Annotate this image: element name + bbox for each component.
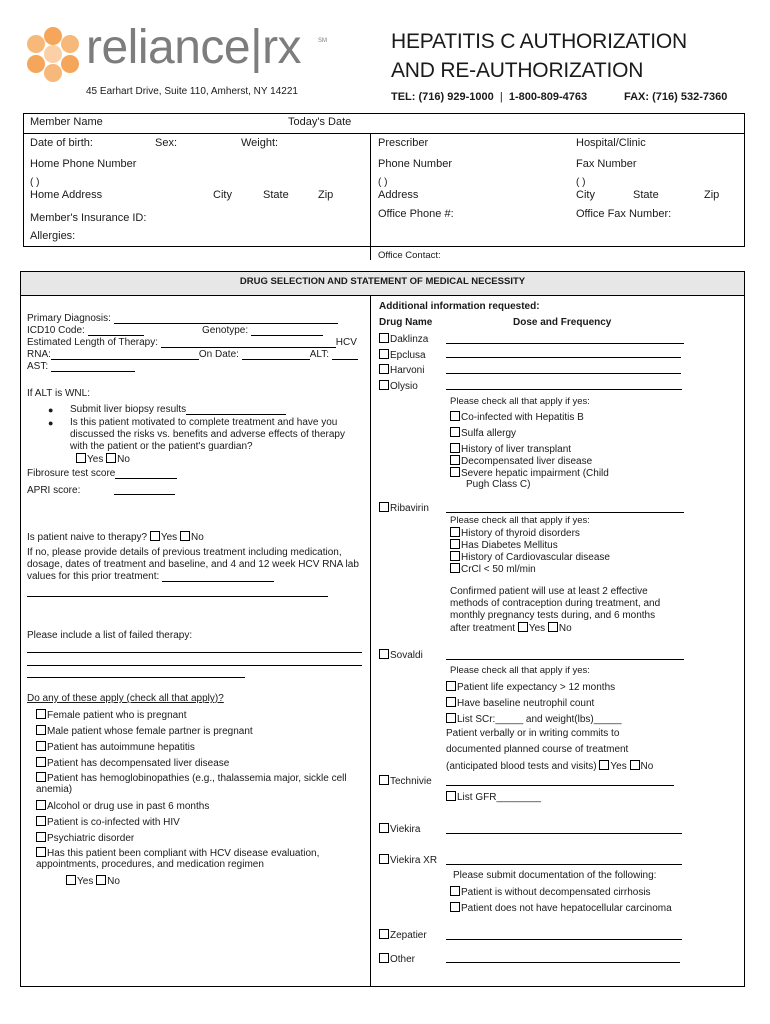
biopsy-line: Submit liver biopsy results bbox=[70, 404, 286, 415]
prescriber-city-label: City bbox=[576, 189, 595, 201]
genotype: Genotype: bbox=[202, 325, 323, 336]
todays-date-label: Today's Date bbox=[288, 116, 352, 128]
ribavirin-crcl[interactable]: CrCl < 50 ml/min bbox=[450, 563, 536, 575]
dose-frequency-header: Dose and Frequency bbox=[513, 317, 612, 328]
apri-field[interactable] bbox=[114, 484, 175, 495]
drug-name-header: Drug Name bbox=[379, 317, 433, 328]
naive-yes-checkbox[interactable] bbox=[150, 531, 160, 541]
naive-line: Is patient naive to therapy? Yes No bbox=[27, 532, 204, 543]
drug-viekira-xr[interactable]: Viekira XR bbox=[379, 854, 437, 866]
apply-item-male-partner[interactable]: Male patient whose female partner is pregnant bbox=[36, 725, 253, 737]
if-no-l3: values for this prior treatment: bbox=[27, 571, 274, 582]
compliant-yes-checkbox[interactable] bbox=[66, 875, 76, 885]
ribavirin-cardio[interactable]: History of Cardiovascular disease bbox=[450, 551, 610, 563]
prescriber-state-label: State bbox=[633, 189, 659, 201]
home-phone-paren: ( ) bbox=[30, 177, 40, 188]
drug-sovaldi[interactable]: Sovaldi bbox=[379, 649, 423, 661]
drug-other[interactable]: Other bbox=[379, 953, 415, 965]
motivated-l2: discussed the risks vs. benefits and adverse effects of therapy bbox=[70, 429, 345, 440]
olysio-sulfa[interactable]: Sulfa allergy bbox=[450, 427, 516, 439]
estimated-length: Estimated Length of Therapy: HCV bbox=[27, 337, 357, 348]
weight-label: Weight: bbox=[241, 137, 279, 149]
apri-label: APRI score: bbox=[27, 485, 81, 496]
drug-viekira[interactable]: Viekira bbox=[379, 823, 420, 835]
verbal-no-checkbox[interactable] bbox=[630, 760, 640, 770]
rna-line: RNA: On Date: ALT: bbox=[27, 349, 358, 360]
icd10-code: ICD10 Code: bbox=[27, 325, 144, 336]
drug-technivie[interactable]: Technivie bbox=[379, 775, 432, 787]
motivated-no-checkbox[interactable] bbox=[106, 453, 116, 463]
member-name-label: Member Name bbox=[30, 116, 103, 128]
home-phone-label: Home Phone Number bbox=[30, 158, 137, 170]
contraception-no-checkbox[interactable] bbox=[548, 622, 558, 632]
prescriber-address-label: Address bbox=[378, 189, 419, 201]
bullet-icon: ● bbox=[48, 418, 54, 428]
state-label: State bbox=[263, 189, 289, 201]
submit-doc-label: Please submit documentation of the following: bbox=[453, 870, 657, 881]
compliant-yes-no: Yes No bbox=[66, 875, 120, 887]
section-title: DRUG SELECTION AND STATEMENT OF MEDICAL NECESSITY bbox=[239, 276, 526, 287]
verbal-commit-l2: documented planned course of treatment bbox=[446, 744, 629, 755]
allergies-label: Allergies: bbox=[30, 230, 76, 242]
sovaldi-neutrophil[interactable]: Have baseline neutrophil count bbox=[446, 697, 594, 709]
logo-text: reliance|rx bbox=[86, 21, 302, 74]
company-address: 45 Earhart Drive, Suite 110, Amherst, NY 14221 bbox=[86, 86, 298, 97]
office-phone-label: Office Phone #: bbox=[378, 208, 454, 220]
form-title-line1: HEPATITIS C AUTHORIZATION bbox=[391, 30, 688, 53]
sovaldi-life-expectancy[interactable]: Patient life expectancy > 12 months bbox=[446, 681, 615, 693]
city-label: City bbox=[213, 189, 232, 201]
apply-item-compliant[interactable]: Has this patient been compliant with HCV disease evaluation, bbox=[36, 847, 319, 859]
contraception-l1: Confirmed patient will use at least 2 effective bbox=[450, 586, 648, 597]
fax-paren: ( ) bbox=[576, 177, 586, 188]
motivated-yes-checkbox[interactable] bbox=[76, 453, 86, 463]
verbal-commit-l1: Patient verbally or in writing commits to bbox=[446, 728, 620, 739]
compliant-l2: appointments, procedures, and medication regimen bbox=[36, 859, 264, 870]
apply-item-decompensated[interactable]: Patient has decompensated liver disease bbox=[36, 757, 229, 769]
failed-therapy-label: Please include a list of failed therapy: bbox=[27, 630, 193, 641]
compliant-no-checkbox[interactable] bbox=[96, 875, 106, 885]
phone-label: Phone Number bbox=[378, 158, 452, 170]
sovaldi-scr[interactable]: List SCr:_____ and weight(lbs)_____ bbox=[446, 713, 622, 725]
logo-mark bbox=[25, 26, 81, 84]
drug-harvoni[interactable]: Harvoni bbox=[379, 364, 424, 376]
naive-no-checkbox[interactable] bbox=[180, 531, 190, 541]
home-address-label: Home Address bbox=[30, 189, 103, 201]
motivated-yes-no: Yes No bbox=[76, 453, 130, 465]
if-no-l2: dosage, dates of treatment and baseline, and 4 and 12 week HCV RNA lab bbox=[27, 559, 359, 570]
verbal-yes-checkbox[interactable] bbox=[599, 760, 609, 770]
apply-item-autoimmune[interactable]: Patient has autoimmune hepatitis bbox=[36, 741, 195, 753]
additional-info-label: Additional information requested: bbox=[379, 301, 540, 312]
prescriber-zip-label: Zip bbox=[704, 189, 720, 201]
drug-zepatier[interactable]: Zepatier bbox=[379, 929, 427, 941]
hospital-label: Hospital/Clinic bbox=[576, 137, 646, 149]
alt-wnl-label: If ALT is WNL: bbox=[27, 388, 90, 399]
separator: | bbox=[499, 91, 503, 103]
insurance-id-label: Member's Insurance ID: bbox=[30, 212, 147, 224]
apply-item-hemoglobinopathies[interactable]: Patient has hemoglobinopathies (e.g., thalassemia major, sickle cell bbox=[36, 772, 347, 784]
anemia-text: anemia) bbox=[36, 784, 73, 795]
olysio-hepatic-impairment[interactable]: Severe hepatic impairment (Child bbox=[450, 467, 609, 479]
bullet-icon: ● bbox=[48, 405, 54, 415]
sovaldi-check-label: Please check all that apply if yes: bbox=[450, 665, 590, 676]
if-no-l1: If no, please provide details of previous treatment including medication, bbox=[27, 547, 342, 558]
olysio-decompensated[interactable]: Decompensated liver disease bbox=[450, 455, 592, 467]
drug-ribavirin[interactable]: Ribavirin bbox=[379, 502, 429, 514]
toll-free: 1-800-809-4763 bbox=[508, 91, 588, 103]
viekira-no-carcinoma[interactable]: Patient does not have hepatocellular carcinoma bbox=[450, 902, 672, 914]
ribavirin-check-label: Please check all that apply if yes: bbox=[450, 515, 590, 526]
motivated-l1: Is this patient motivated to complete treatment and have you bbox=[70, 417, 338, 428]
apply-header: Do any of these apply (check all that apply)? bbox=[27, 693, 224, 704]
contraception-l3: monthly pregnancy tests during, and 6 months bbox=[450, 610, 656, 621]
phone-paren: ( ) bbox=[378, 177, 388, 188]
sex-label: Sex: bbox=[155, 137, 178, 149]
olysio-hep-b[interactable]: Co-infected with Hepatitis B bbox=[450, 411, 584, 423]
contraception-l2: methods of contraception during treatment, and bbox=[450, 598, 661, 609]
drug-daklinza[interactable]: Daklinza bbox=[379, 333, 428, 345]
zip-label: Zip bbox=[318, 189, 334, 201]
dob-label: Date of birth: bbox=[30, 137, 93, 149]
olysio-check-label: Please check all that apply if yes: bbox=[450, 396, 590, 407]
fibrosure-line: Fibrosure test score bbox=[27, 468, 177, 479]
viekira-no-cirrhosis[interactable]: Patient is without decompensated cirrhosis bbox=[450, 886, 651, 898]
apply-item-hiv[interactable]: Patient is co-infected with HIV bbox=[36, 816, 180, 828]
olysio-liver-transplant[interactable]: History of liver transplant bbox=[450, 443, 571, 455]
ribavirin-diabetes[interactable]: Has Diabetes Mellitus bbox=[450, 539, 558, 551]
ast-line: AST: bbox=[27, 361, 135, 372]
office-fax-label: Office Fax Number: bbox=[576, 208, 672, 220]
contact-phone bbox=[391, 91, 587, 103]
tel: TEL: (716) 929-1000 bbox=[391, 91, 494, 103]
apply-item-alcohol[interactable]: Alcohol or drug use in past 6 months bbox=[36, 800, 209, 812]
apply-item-female-pregnant[interactable]: Female patient who is pregnant bbox=[36, 709, 187, 721]
fax-label: Fax Number bbox=[576, 158, 637, 170]
motivated-l3: with the patient or the patient's guardian? bbox=[70, 441, 253, 452]
prescriber-label: Prescriber bbox=[378, 137, 429, 149]
form-title-line2: AND RE-AUTHORIZATION bbox=[391, 59, 644, 82]
contraception-yes-checkbox[interactable] bbox=[518, 622, 528, 632]
contact-fax: FAX: (716) 532-7360 bbox=[624, 91, 728, 103]
drug-olysio[interactable]: Olysio bbox=[379, 380, 418, 392]
office-contact-label: Office Contact: bbox=[378, 250, 441, 261]
ribavirin-thyroid[interactable]: History of thyroid disorders bbox=[450, 527, 580, 539]
pugh-class: Pugh Class C) bbox=[466, 479, 531, 490]
drug-epclusa[interactable]: Epclusa bbox=[379, 349, 426, 361]
logo-sm: SM bbox=[318, 38, 327, 44]
contraception-l4: after treatment Yes No bbox=[450, 623, 572, 634]
verbal-commit-l3: (anticipated blood tests and visits) Yes No bbox=[446, 761, 654, 772]
primary-diagnosis: Primary Diagnosis: bbox=[27, 313, 338, 324]
apply-item-psychiatric[interactable]: Psychiatric disorder bbox=[36, 832, 134, 844]
list-gfr[interactable]: List GFR________ bbox=[446, 791, 541, 803]
